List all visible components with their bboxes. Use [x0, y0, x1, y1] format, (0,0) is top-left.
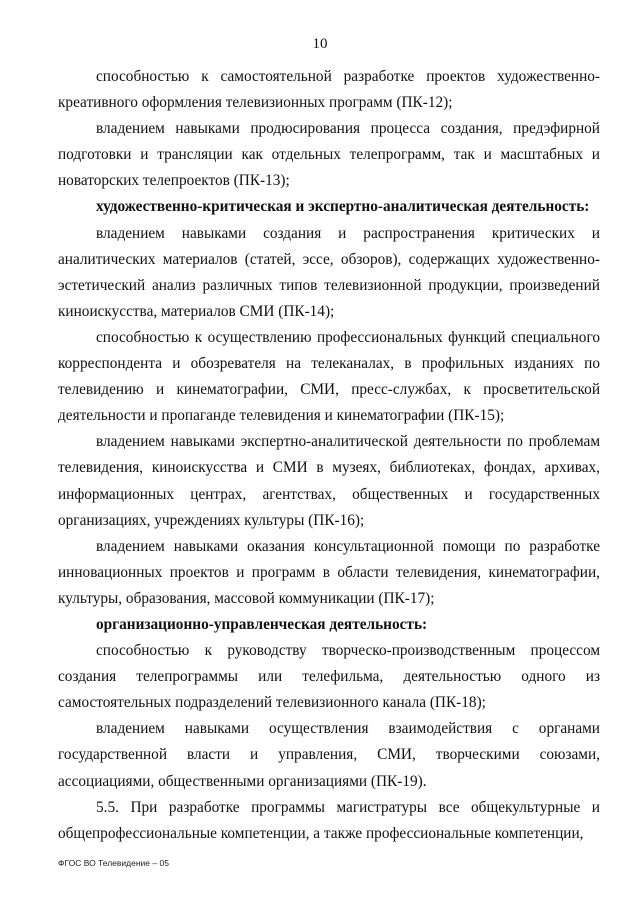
paragraph-pk15: способностью к осуществлению профессиональных функций специального корреспондента и обозревателя на телеканалах, в профильных изданиях по телевидению и кинематографии, СМИ, пресс-службах, к просветительской деятельности и пропаганде телевидения и кинематографии (ПК-15);: [58, 328, 600, 425]
paragraph-5-5: 5.5. При разработке программы магистратуры все общекультурные и общепрофессиональные компетенции, а также профессиональные компетенции,: [58, 798, 600, 842]
paragraph-pk13: владением навыками продюсирования процесса создания, предэфирной подготовки и трансляции как отдельных телепрограмм, так и масштабных и новаторских телепроектов (ПК-13);: [58, 120, 600, 190]
paragraph-pk12: способностью к самостоятельной разработке проектов художественно-креативного оформления телевизионных программ (ПК-12);: [58, 68, 600, 112]
page-number: 10: [312, 36, 328, 52]
page-body: [58, 64, 600, 847]
paragraph-pk19: владением навыками осуществления взаимодействия с органами государственной власти и управления, СМИ, творческими союзами, ассоциациями, общественными организациями (ПК-19).: [58, 720, 600, 790]
paragraph-pk16: владением навыками экспертно-аналитической деятельности по проблемам телевидения, киноискусства и СМИ в музеях, библиотеках, фондах, архивах, информационных центрах, агентствах, общественных и государственных организациях, учреждениях культуры (ПК-16);: [58, 433, 600, 529]
document-footer: ФГОС ВО Телевидение – 05: [58, 858, 169, 868]
paragraph-pk18: способностью к руководству творческо-производственным процессом создания телепрограммы или телефильма, деятельностью одного из самостоятельных подразделений телевизионного канала (ПК-18);: [58, 642, 600, 712]
section-heading-management: организационно-управленческая деятельность:: [96, 615, 428, 633]
paragraph-pk17: владением навыками оказания консультационной помощи по разработке инновационных проектов и программ в области телевидения, кинематографии, культуры, образования, массовой коммуникации (ПК-17);: [58, 537, 600, 607]
section-heading-critical: художественно-критическая и экспертно-аналитическая деятельность:: [96, 198, 590, 216]
paragraph-pk14: владением навыками создания и распространения критических и аналитических материалов (статей, эссе, обзоров), содержащих художественно-эстетический анализ различных типов телевизионной продукции, произведений киноискусства, материалов СМИ (ПК-14);: [58, 224, 600, 320]
